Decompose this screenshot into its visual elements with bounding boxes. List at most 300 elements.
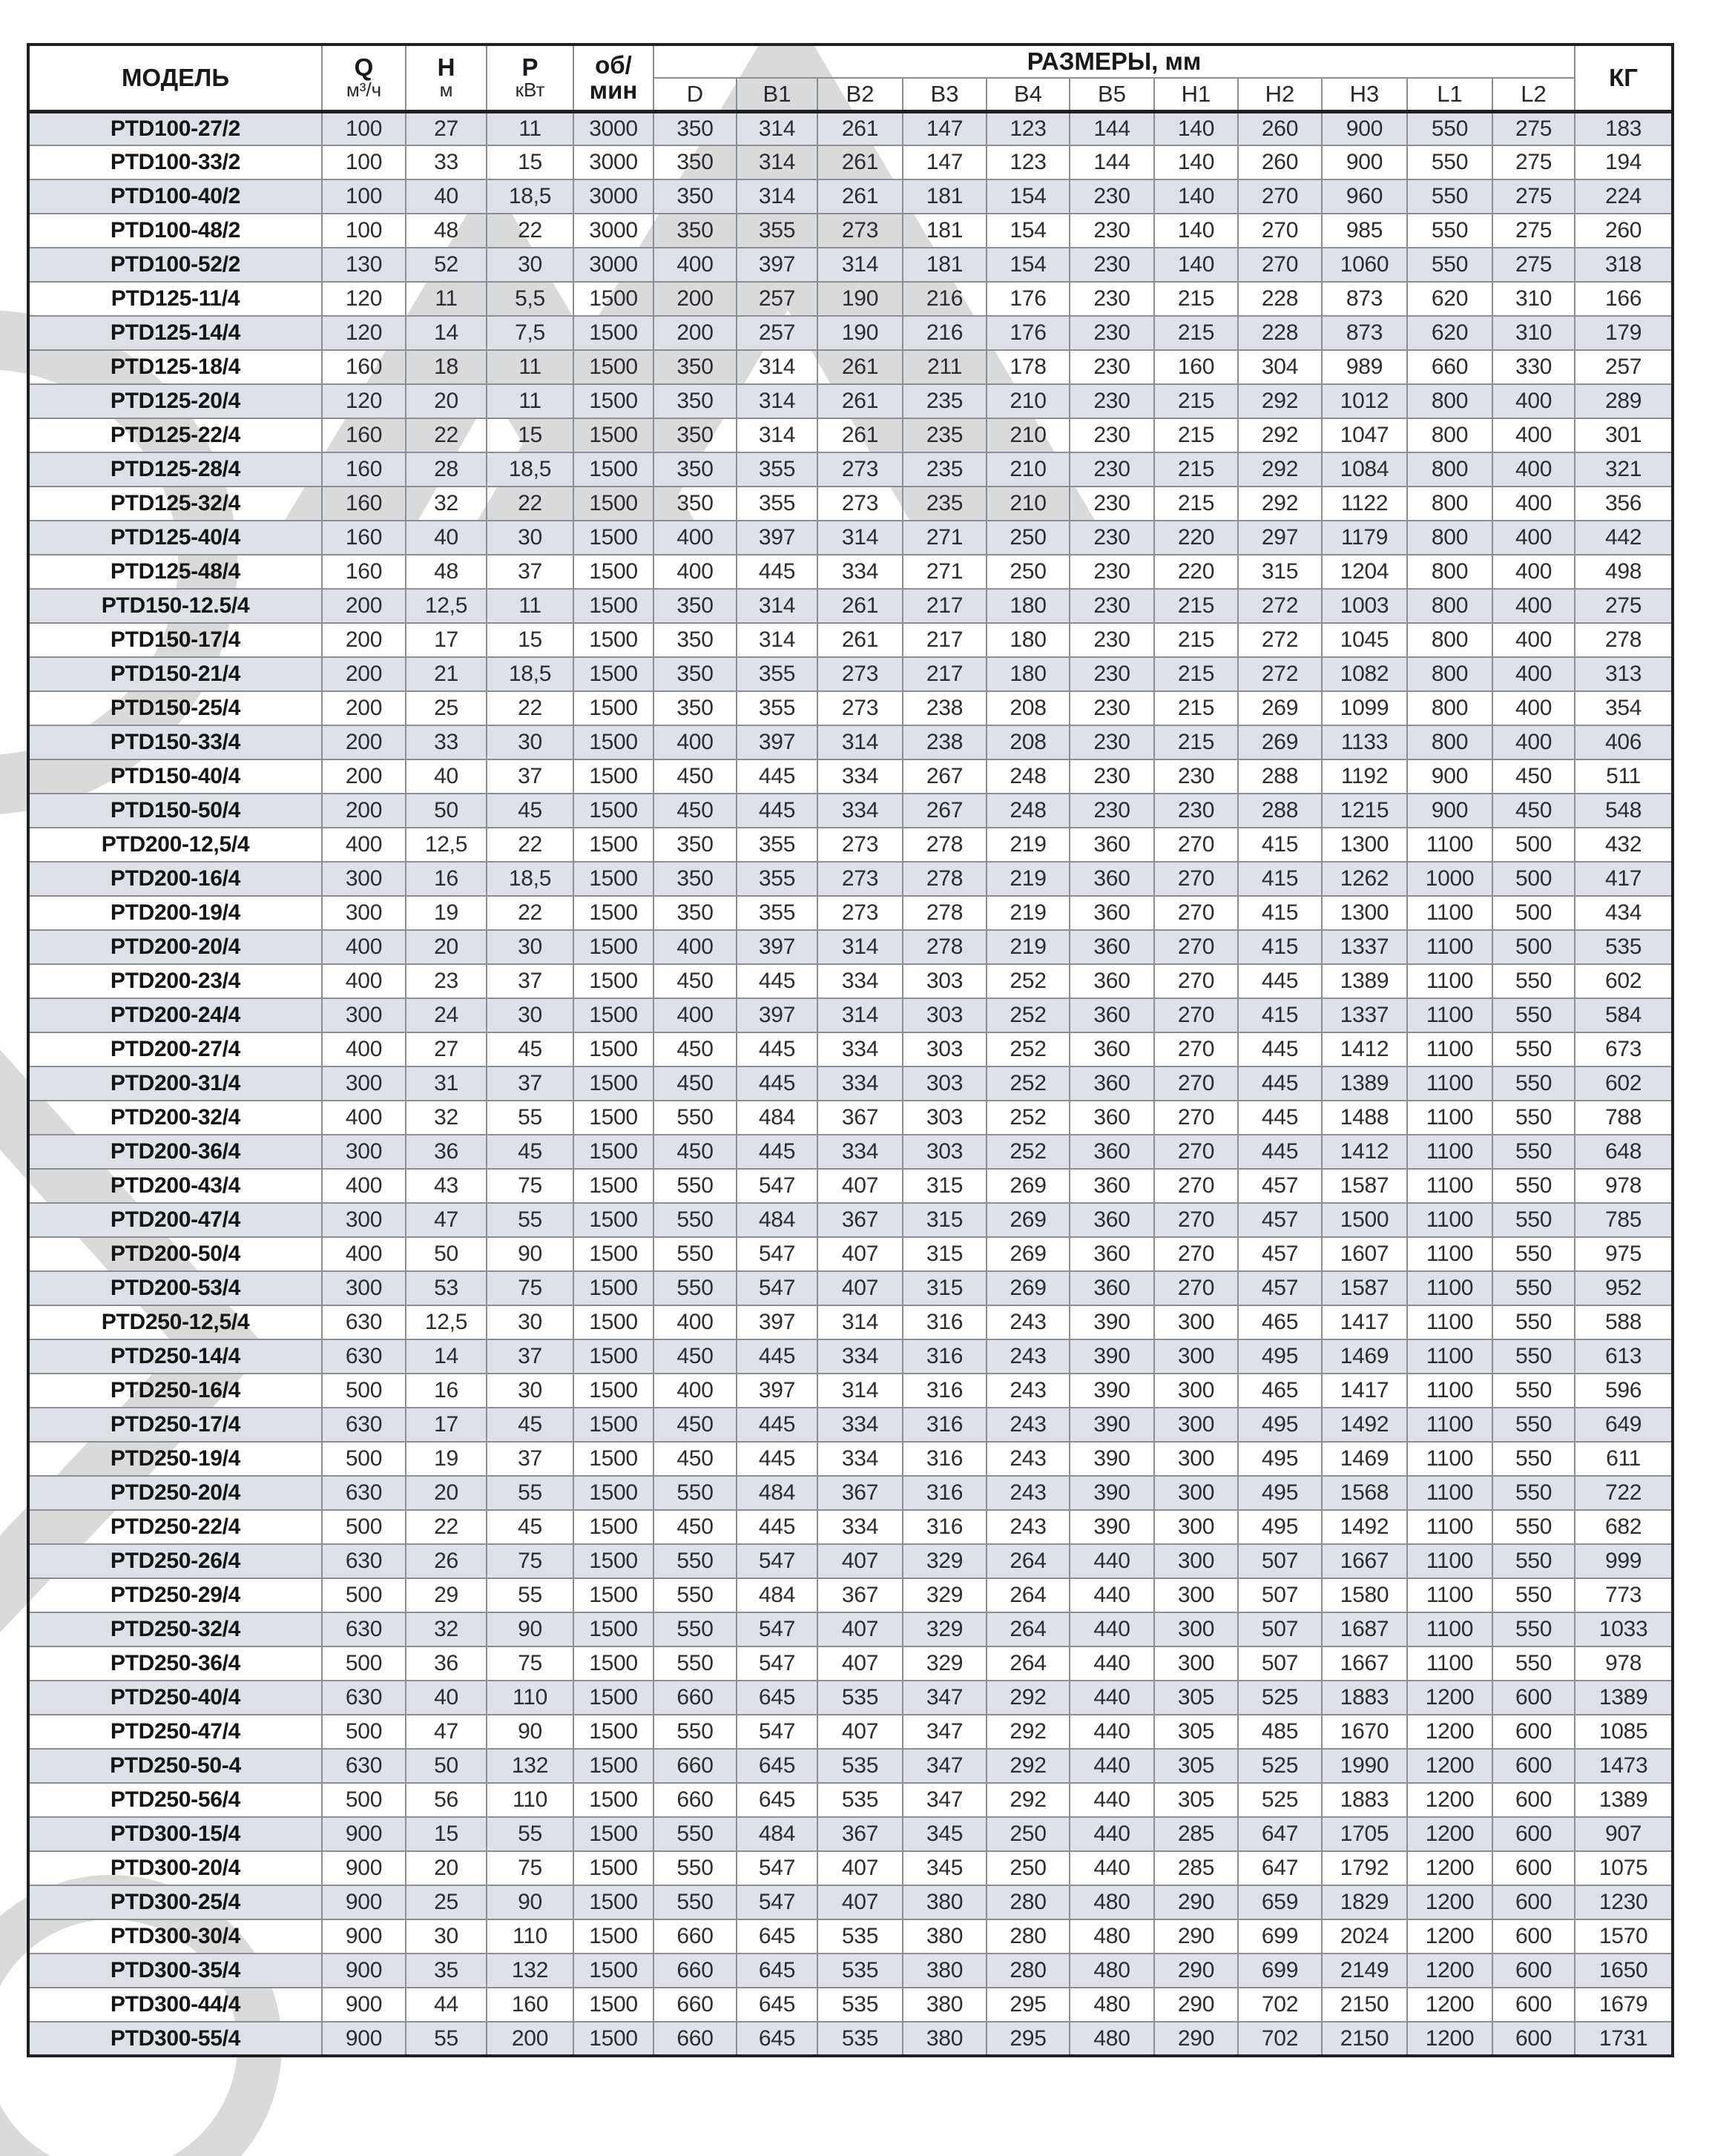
- value-cell: 900: [322, 1988, 406, 2022]
- value-cell: 303: [903, 1135, 987, 1169]
- value-cell: 270: [1154, 828, 1238, 862]
- table-row: [28, 1919, 1673, 1954]
- value-cell: 360: [1070, 828, 1154, 862]
- value-cell: 360: [1070, 1237, 1154, 1271]
- value-cell: 390: [1070, 1510, 1154, 1544]
- value-cell: 210: [987, 452, 1070, 487]
- value-cell: 620: [1407, 316, 1492, 350]
- value-cell: 300: [1154, 1544, 1238, 1578]
- value-cell: 166: [1575, 282, 1673, 316]
- value-cell: 180: [987, 657, 1070, 691]
- value-cell: 16: [406, 862, 487, 896]
- value-cell: 243: [987, 1374, 1070, 1408]
- value-cell: 55: [406, 2022, 487, 2056]
- table-row: [28, 2022, 1673, 2056]
- value-cell: 1200: [1407, 1919, 1492, 1954]
- model-cell: PTD250-20/4: [28, 1476, 322, 1510]
- model-cell: PTD200-19/4: [28, 896, 322, 930]
- table-row: [28, 1817, 1673, 1851]
- value-cell: 1500: [1322, 1203, 1407, 1237]
- model-cell: PTD200-31/4: [28, 1067, 322, 1101]
- value-cell: 1417: [1322, 1305, 1407, 1339]
- model-cell: PTD200-53/4: [28, 1271, 322, 1305]
- model-cell: PTD300-44/4: [28, 1988, 322, 2022]
- value-cell: 630: [322, 1749, 406, 1783]
- value-cell: 550: [1492, 1510, 1575, 1544]
- value-cell: 457: [1238, 1237, 1322, 1271]
- value-cell: 600: [1492, 1988, 1575, 2022]
- value-cell: 1200: [1407, 1817, 1492, 1851]
- value-cell: 1500: [573, 691, 653, 725]
- value-cell: 1412: [1322, 1032, 1407, 1067]
- value-cell: 18: [406, 350, 487, 384]
- value-cell: 261: [817, 589, 903, 623]
- value-cell: 445: [737, 1339, 817, 1374]
- value-cell: 297: [1238, 521, 1322, 555]
- value-cell: 800: [1407, 452, 1492, 487]
- value-cell: 1047: [1322, 418, 1407, 452]
- value-cell: 230: [1154, 794, 1238, 828]
- value-cell: 27: [406, 1032, 487, 1067]
- value-cell: 1100: [1407, 1237, 1492, 1271]
- value-cell: 1100: [1407, 1374, 1492, 1408]
- model-cell: PTD125-48/4: [28, 555, 322, 589]
- col-header-power: [487, 44, 573, 111]
- value-cell: 278: [903, 862, 987, 896]
- value-cell: 200: [322, 589, 406, 623]
- value-cell: 500: [322, 1374, 406, 1408]
- value-cell: 588: [1575, 1305, 1673, 1339]
- value-cell: 45: [487, 1510, 573, 1544]
- value-cell: 1500: [573, 1101, 653, 1135]
- value-cell: 334: [817, 1408, 903, 1442]
- value-cell: 300: [1154, 1476, 1238, 1510]
- value-cell: 630: [322, 1544, 406, 1578]
- value-cell: 1500: [573, 1271, 653, 1305]
- value-cell: 800: [1407, 487, 1492, 521]
- value-cell: 600: [1492, 1919, 1575, 1954]
- value-cell: 1033: [1575, 1612, 1673, 1646]
- table-row: [28, 248, 1673, 282]
- value-cell: 380: [903, 1954, 987, 1988]
- value-cell: 1100: [1407, 1203, 1492, 1237]
- value-cell: 1200: [1407, 1885, 1492, 1919]
- value-cell: 37: [487, 1339, 573, 1374]
- value-cell: 215: [1154, 725, 1238, 759]
- value-cell: 873: [1322, 282, 1407, 316]
- value-cell: 400: [653, 1374, 737, 1408]
- value-cell: 1100: [1407, 1339, 1492, 1374]
- value-cell: 334: [817, 555, 903, 589]
- value-cell: 360: [1070, 1067, 1154, 1101]
- value-cell: 1500: [573, 418, 653, 452]
- value-cell: 457: [1238, 1203, 1322, 1237]
- value-cell: 22: [406, 1510, 487, 1544]
- value-cell: 702: [1238, 2022, 1322, 2056]
- value-cell: 250: [987, 1851, 1070, 1885]
- value-cell: 535: [817, 1919, 903, 1954]
- value-cell: 11: [406, 282, 487, 316]
- value-cell: 600: [1492, 2022, 1575, 2056]
- value-cell: 773: [1575, 1578, 1673, 1612]
- model-cell: PTD250-19/4: [28, 1442, 322, 1476]
- value-cell: 647: [1238, 1851, 1322, 1885]
- value-cell: 1829: [1322, 1885, 1407, 1919]
- value-cell: 316: [903, 1374, 987, 1408]
- value-cell: 550: [653, 1851, 737, 1885]
- value-cell: 334: [817, 794, 903, 828]
- model-cell: PTD150-12.5/4: [28, 589, 322, 623]
- value-cell: 1580: [1322, 1578, 1407, 1612]
- value-cell: 300: [1154, 1374, 1238, 1408]
- value-cell: 179: [1575, 316, 1673, 350]
- value-cell: 550: [1492, 1203, 1575, 1237]
- value-cell: 315: [1238, 555, 1322, 589]
- value-cell: 445: [737, 1032, 817, 1067]
- value-cell: 600: [1492, 1851, 1575, 1885]
- model-cell: PTD250-17/4: [28, 1408, 322, 1442]
- value-cell: 300: [1154, 1339, 1238, 1374]
- table-row: [28, 1988, 1673, 2022]
- model-cell: PTD200-27/4: [28, 1032, 322, 1067]
- value-cell: 257: [737, 282, 817, 316]
- value-cell: 367: [817, 1203, 903, 1237]
- value-cell: 1500: [573, 930, 653, 964]
- value-cell: 228: [1238, 282, 1322, 316]
- value-cell: 17: [406, 623, 487, 657]
- value-cell: 334: [817, 1032, 903, 1067]
- value-cell: 271: [903, 521, 987, 555]
- value-cell: 53: [406, 1271, 487, 1305]
- value-cell: 90: [487, 1715, 573, 1749]
- value-cell: 230: [1070, 418, 1154, 452]
- value-cell: 1587: [1322, 1169, 1407, 1203]
- value-cell: 280: [987, 1954, 1070, 1988]
- col-header-model-label: МОДЕЛЬ: [121, 63, 230, 91]
- value-cell: 260: [1238, 111, 1322, 145]
- value-cell: 445: [737, 1067, 817, 1101]
- col-header-dim-B3: B3: [903, 78, 987, 111]
- value-cell: 350: [653, 145, 737, 179]
- value-cell: 550: [1407, 179, 1492, 214]
- value-cell: 400: [653, 998, 737, 1032]
- value-cell: 334: [817, 1339, 903, 1374]
- value-cell: 1389: [1322, 964, 1407, 998]
- table-row: [28, 145, 1673, 179]
- value-cell: 264: [987, 1646, 1070, 1681]
- value-cell: 547: [737, 1851, 817, 1885]
- value-cell: 280: [987, 1885, 1070, 1919]
- value-cell: 535: [817, 1988, 903, 2022]
- value-cell: 230: [1070, 691, 1154, 725]
- value-cell: 397: [737, 1374, 817, 1408]
- value-cell: 273: [817, 691, 903, 725]
- table-row: [28, 1067, 1673, 1101]
- value-cell: 290: [1154, 1954, 1238, 1988]
- value-cell: 1100: [1407, 930, 1492, 964]
- value-cell: 400: [1492, 521, 1575, 555]
- value-cell: 500: [322, 1578, 406, 1612]
- value-cell: 200: [653, 282, 737, 316]
- value-cell: 3000: [573, 214, 653, 248]
- value-cell: 550: [653, 1578, 737, 1612]
- value-cell: 400: [1492, 623, 1575, 657]
- value-cell: 550: [653, 1203, 737, 1237]
- value-cell: 24: [406, 998, 487, 1032]
- model-cell: PTD300-55/4: [28, 2022, 322, 2056]
- value-cell: 407: [817, 1851, 903, 1885]
- value-cell: 275: [1492, 248, 1575, 282]
- value-cell: 397: [737, 725, 817, 759]
- value-cell: 224: [1575, 179, 1673, 214]
- model-cell: PTD200-20/4: [28, 930, 322, 964]
- value-cell: 230: [1070, 487, 1154, 521]
- value-cell: 300: [322, 1135, 406, 1169]
- value-cell: 407: [817, 1169, 903, 1203]
- table-row: [28, 1135, 1673, 1169]
- value-cell: 1100: [1407, 1067, 1492, 1101]
- value-cell: 130: [322, 248, 406, 282]
- value-cell: 314: [817, 725, 903, 759]
- table-row: [28, 930, 1673, 964]
- value-cell: 100: [322, 179, 406, 214]
- value-cell: 550: [1492, 964, 1575, 998]
- model-cell: PTD150-21/4: [28, 657, 322, 691]
- value-cell: 200: [653, 316, 737, 350]
- value-cell: 75: [487, 1851, 573, 1885]
- table-row: [28, 214, 1673, 248]
- value-cell: 960: [1322, 179, 1407, 214]
- value-cell: 210: [987, 384, 1070, 418]
- value-cell: 30: [406, 1919, 487, 1954]
- value-cell: 485: [1238, 1715, 1322, 1749]
- value-cell: 230: [1070, 794, 1154, 828]
- value-cell: 270: [1154, 998, 1238, 1032]
- value-cell: 440: [1070, 1612, 1154, 1646]
- value-cell: 216: [903, 282, 987, 316]
- value-cell: 252: [987, 998, 1070, 1032]
- value-cell: 36: [406, 1135, 487, 1169]
- value-cell: 147: [903, 111, 987, 145]
- value-cell: 310: [1492, 316, 1575, 350]
- value-cell: 550: [1492, 1305, 1575, 1339]
- value-cell: 699: [1238, 1919, 1322, 1954]
- value-cell: 315: [903, 1271, 987, 1305]
- value-cell: 275: [1492, 179, 1575, 214]
- value-cell: 673: [1575, 1032, 1673, 1067]
- value-cell: 270: [1238, 248, 1322, 282]
- value-cell: 45: [487, 1135, 573, 1169]
- table-row: [28, 452, 1673, 487]
- value-cell: 260: [1575, 214, 1673, 248]
- value-cell: 295: [987, 1988, 1070, 2022]
- value-cell: 367: [817, 1578, 903, 1612]
- value-cell: 445: [1238, 1032, 1322, 1067]
- value-cell: 445: [1238, 1067, 1322, 1101]
- value-cell: 630: [322, 1408, 406, 1442]
- value-cell: 360: [1070, 964, 1154, 998]
- value-cell: 278: [1575, 623, 1673, 657]
- value-cell: 15: [487, 418, 573, 452]
- value-cell: 600: [1492, 1681, 1575, 1715]
- value-cell: 907: [1575, 1817, 1673, 1851]
- value-cell: 248: [987, 759, 1070, 794]
- value-cell: 547: [737, 1715, 817, 1749]
- value-cell: 350: [653, 214, 737, 248]
- value-cell: 23: [406, 964, 487, 998]
- value-cell: 480: [1070, 2022, 1154, 2056]
- value-cell: 300: [322, 998, 406, 1032]
- value-cell: 217: [903, 657, 987, 691]
- value-cell: 25: [406, 691, 487, 725]
- value-cell: 275: [1575, 589, 1673, 623]
- value-cell: 1883: [1322, 1681, 1407, 1715]
- table-row: [28, 1476, 1673, 1510]
- value-cell: 228: [1238, 316, 1322, 350]
- value-cell: 355: [737, 691, 817, 725]
- value-cell: 32: [406, 1612, 487, 1646]
- value-cell: 15: [487, 145, 573, 179]
- table-row: [28, 1612, 1673, 1646]
- value-cell: 230: [1070, 759, 1154, 794]
- col-header-dim-D: D: [653, 78, 737, 111]
- value-cell: 1667: [1322, 1646, 1407, 1681]
- value-cell: 550: [1492, 1578, 1575, 1612]
- table-row: [28, 111, 1673, 145]
- value-cell: 314: [737, 418, 817, 452]
- value-cell: 400: [653, 248, 737, 282]
- value-cell: 547: [737, 1237, 817, 1271]
- value-cell: 230: [1070, 589, 1154, 623]
- value-cell: 1100: [1407, 1544, 1492, 1578]
- value-cell: 1500: [573, 657, 653, 691]
- table-row: [28, 794, 1673, 828]
- value-cell: 314: [737, 145, 817, 179]
- value-cell: 660: [653, 1681, 737, 1715]
- value-cell: 550: [1407, 248, 1492, 282]
- value-cell: 3000: [573, 179, 653, 214]
- value-cell: 314: [817, 521, 903, 555]
- value-cell: 400: [322, 1169, 406, 1203]
- value-cell: 445: [737, 555, 817, 589]
- value-cell: 314: [817, 1374, 903, 1408]
- col-header-model: [28, 44, 322, 111]
- table-row: [28, 623, 1673, 657]
- value-cell: 269: [987, 1237, 1070, 1271]
- value-cell: 12,5: [406, 828, 487, 862]
- table-row: [28, 896, 1673, 930]
- value-cell: 215: [1154, 452, 1238, 487]
- col-header-dim-L1: L1: [1407, 78, 1492, 111]
- value-cell: 300: [1154, 1408, 1238, 1442]
- value-cell: 417: [1575, 862, 1673, 896]
- table-row: [28, 384, 1673, 418]
- value-cell: 380: [903, 2022, 987, 2056]
- value-cell: 550: [653, 1169, 737, 1203]
- value-cell: 300: [322, 1067, 406, 1101]
- value-cell: 32: [406, 487, 487, 521]
- value-cell: 722: [1575, 1476, 1673, 1510]
- value-cell: 210: [987, 418, 1070, 452]
- value-cell: 550: [1407, 111, 1492, 145]
- model-cell: PTD100-27/2: [28, 111, 322, 145]
- value-cell: 75: [487, 1169, 573, 1203]
- value-cell: 3000: [573, 145, 653, 179]
- col-header-dim-B4: B4: [987, 78, 1070, 111]
- value-cell: 273: [817, 896, 903, 930]
- value-cell: 900: [1407, 794, 1492, 828]
- value-cell: 26: [406, 1544, 487, 1578]
- value-cell: 216: [903, 316, 987, 350]
- value-cell: 415: [1238, 862, 1322, 896]
- value-cell: 1568: [1322, 1476, 1407, 1510]
- value-cell: 267: [903, 794, 987, 828]
- model-cell: PTD250-40/4: [28, 1681, 322, 1715]
- value-cell: 900: [1322, 145, 1407, 179]
- value-cell: 800: [1407, 589, 1492, 623]
- value-cell: 1500: [573, 1851, 653, 1885]
- value-cell: 550: [1492, 1544, 1575, 1578]
- speed-label-line2: мин: [589, 76, 638, 104]
- value-cell: 702: [1238, 1988, 1322, 2022]
- value-cell: 230: [1070, 350, 1154, 384]
- value-cell: 1389: [1575, 1681, 1673, 1715]
- model-cell: PTD100-52/2: [28, 248, 322, 282]
- value-cell: 22: [487, 828, 573, 862]
- table-row: [28, 589, 1673, 623]
- value-cell: 217: [903, 623, 987, 657]
- value-cell: 484: [737, 1203, 817, 1237]
- value-cell: 269: [1238, 725, 1322, 759]
- value-cell: 243: [987, 1408, 1070, 1442]
- value-cell: 1500: [573, 1612, 653, 1646]
- value-cell: 252: [987, 1101, 1070, 1135]
- value-cell: 1100: [1407, 1032, 1492, 1067]
- value-cell: 31: [406, 1067, 487, 1101]
- value-cell: 230: [1070, 316, 1154, 350]
- col-header-speed: [573, 44, 653, 111]
- value-cell: 354: [1575, 691, 1673, 725]
- flow-symbol: Q: [354, 53, 374, 81]
- value-cell: 500: [322, 1646, 406, 1681]
- value-cell: 1100: [1407, 1135, 1492, 1169]
- value-cell: 1500: [573, 1339, 653, 1374]
- value-cell: 1473: [1575, 1749, 1673, 1783]
- value-cell: 260: [1238, 145, 1322, 179]
- value-cell: 360: [1070, 896, 1154, 930]
- value-cell: 400: [1492, 452, 1575, 487]
- value-cell: 329: [903, 1646, 987, 1681]
- value-cell: 140: [1154, 248, 1238, 282]
- value-cell: 450: [653, 964, 737, 998]
- value-cell: 390: [1070, 1408, 1154, 1442]
- model-cell: PTD250-56/4: [28, 1783, 322, 1817]
- value-cell: 465: [1238, 1305, 1322, 1339]
- col-header-dimensions-group: РАЗМЕРЫ, мм: [653, 44, 1575, 78]
- value-cell: 1500: [573, 521, 653, 555]
- value-cell: 800: [1407, 384, 1492, 418]
- value-cell: 303: [903, 998, 987, 1032]
- value-cell: 450: [653, 1408, 737, 1442]
- col-header-dim-B2: B2: [817, 78, 903, 111]
- value-cell: 292: [1238, 487, 1322, 521]
- value-cell: 252: [987, 964, 1070, 998]
- value-cell: 181: [903, 248, 987, 282]
- value-cell: 290: [1154, 1919, 1238, 1954]
- value-cell: 314: [737, 384, 817, 418]
- value-cell: 273: [817, 487, 903, 521]
- value-cell: 303: [903, 964, 987, 998]
